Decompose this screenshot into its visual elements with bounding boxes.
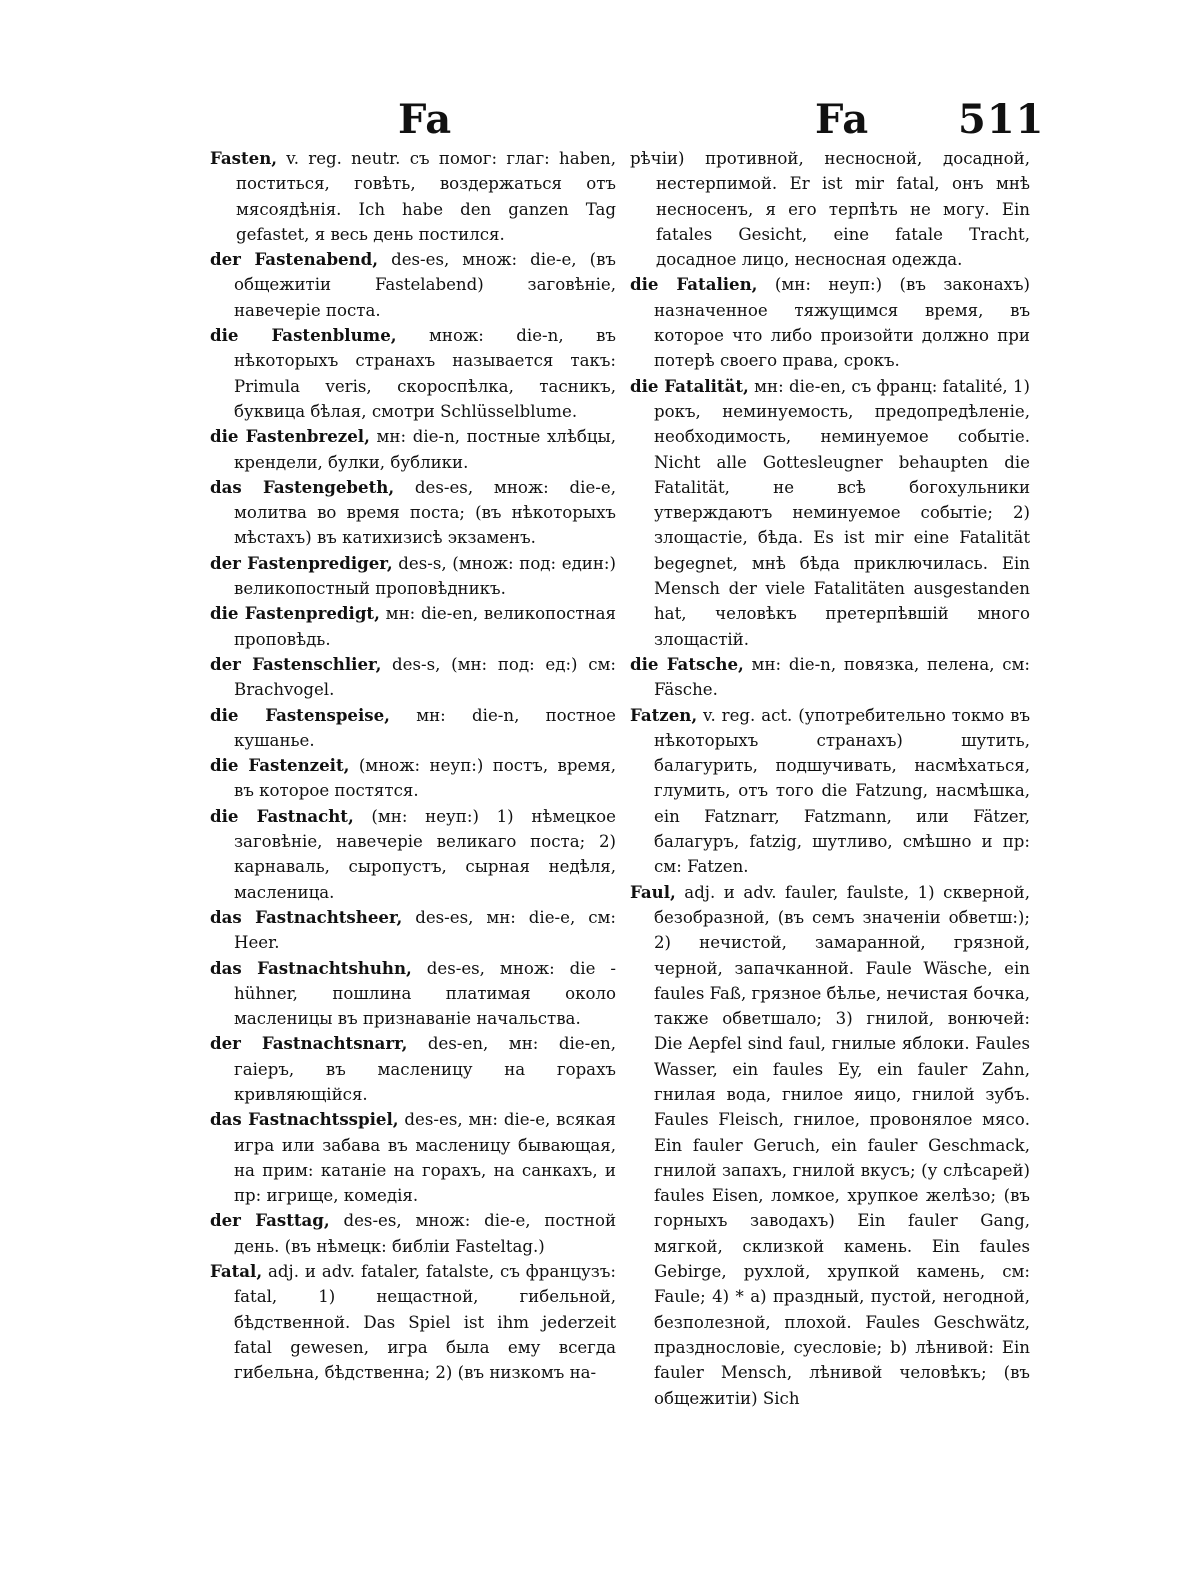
entry-definition: (мн: неуп:) (въ законахъ) назначенное тяжущимся время, въ которое что либо произойти должно при потерѣ своего права, срокъ.	[654, 275, 1030, 371]
dictionary-entry	[210, 956, 616, 1032]
entry-headword: Fastnachtsspiel,	[248, 1109, 399, 1130]
entry-headword: Fastnachtshuhn,	[257, 957, 412, 978]
dictionary-entry	[210, 652, 616, 703]
dictionary-entry	[210, 146, 616, 247]
page-number: 511	[958, 96, 1045, 143]
entry-definition: adj. и adv. fataler, fatalste, съ французъ: fatal, 1) нещастной, гибельной, бѣдственной. Das Spiel ist ihm jederzeit fatal gewesen, игра была ему всегда гибельна, бѣдственна; 2) (въ низкомъ на-	[234, 1262, 616, 1383]
entry-article: der	[210, 249, 255, 270]
entry-headword: Fastenpredigt,	[244, 603, 380, 624]
entry-definition: des-s, (мн: под: ед:) см: Brachvogel.	[234, 654, 616, 700]
dictionary-entry	[210, 424, 616, 475]
dictionary-entry	[210, 1259, 616, 1385]
dictionary-entry	[210, 323, 616, 424]
dictionary-entry	[210, 753, 616, 804]
entry-article: die	[210, 325, 272, 346]
running-head-right: Fa	[815, 96, 870, 143]
entry-article: der	[210, 552, 248, 573]
entry-definition: (множ: неуп:) постъ, время, въ которое постятся.	[234, 756, 616, 801]
entry-headword: Fastenabend,	[254, 249, 379, 270]
entry-definition: des-es, мн: die-e, всякая игра или забава въ масленицу бывающая, на прим: катанiе на горахъ, на санкахъ, и пр: игрище, комедiя.	[234, 1110, 616, 1206]
entry-headword: Fatsche,	[666, 653, 744, 674]
dictionary-entry	[210, 1208, 616, 1259]
entry-headword: Fastenzeit,	[248, 755, 350, 776]
dictionary-entry	[210, 475, 616, 551]
entry-article: das	[210, 957, 258, 978]
dictionary-entry	[210, 247, 616, 323]
dictionary-entry	[210, 601, 616, 652]
entry-headword: Fatal,	[210, 1261, 263, 1282]
entry-article: die	[630, 375, 665, 396]
entry-definition: мн: die-en, съ франц: fatalité, 1) рокъ, неминуемость, предопредѣленiе, необходимость, неминуемое событiе. Nicht alle Gottesleugner behaupten die Fatalität, не всѣ богохульники утверждаютъ неминуемое событiе; 2) злощастiе, бѣда. Es ist mir eine Fatalität begegnet, мнѣ бѣда приключилась. Ein Mensch der viele Fatalitäten ausgestanden hat, человѣкъ претерпѣвшiй много злощастiй.	[654, 376, 1030, 649]
entry-headword: Fastnachtsheer,	[255, 906, 403, 927]
entry-definition: des-es, мн: die-e, см: Heer.	[234, 907, 616, 953]
entry-definition: des-es, множ: die-e, молитва во время поста; (въ нѣкоторыхъ мѣстахъ) въ катихизисѣ экзаменъ.	[234, 477, 616, 548]
entry-headword: Fastenbrezel,	[245, 426, 370, 447]
entry-article: der	[210, 1033, 262, 1054]
entry-definition: мн: die-n, постное кушанье.	[234, 705, 616, 750]
entry-headword: Fatalität,	[664, 375, 749, 396]
running-head-left: Fa	[398, 96, 453, 143]
dictionary-entry	[210, 1031, 616, 1107]
entry-article: die	[210, 805, 257, 826]
entry-definition: мн: die-en, великопостная проповѣдь.	[234, 604, 616, 649]
dictionary-entry	[630, 880, 1030, 1411]
entry-definition: (мн: неуп:) 1) нѣмецкое заговѣнiе, навечерiе великаго поста; 2) карнаваль, сыропустъ, сырная недѣля, масленица.	[234, 806, 616, 902]
left-column	[210, 146, 616, 1386]
entry-headword: Fastnacht,	[256, 805, 354, 826]
entry-definition: v. reg. neutr. съ помог: глаг: haben, поститься, говѣть, воздержаться отъ мясоядѣнiя. Ich habe den ganzen Tag gefastet, я весь день постился.	[236, 149, 616, 244]
entry-headword: Fastnachtsnarr,	[261, 1033, 408, 1054]
entry-definition: des-es, множ: die-e, (въ общежитiи Fastelabend) заговѣнiе, навечерiе поста.	[234, 250, 616, 320]
entry-definition: рѣчiи) противной, несносной, досадной, нестерпимой. Er ist mir fatal, онъ мнѣ несносенъ, я его терпѣть не могу. Ein fatales Gesicht, eine fatale Tracht, досадное лицо, несносная одежда.	[630, 149, 1030, 270]
dictionary-entry	[630, 652, 1030, 703]
entry-headword: Fasten,	[210, 148, 278, 168]
entry-headword: Fatalien,	[676, 274, 758, 295]
entry-article: die	[210, 603, 245, 624]
dictionary-entry	[630, 272, 1030, 373]
entry-article: der	[210, 1210, 256, 1231]
entry-definition: des-es, множ: die-e, постной день. (въ нѣмецк: библiи Fasteltag.)	[234, 1211, 617, 1256]
dictionary-entry	[210, 551, 616, 602]
entry-headword: Faul,	[630, 881, 676, 902]
dictionary-entry	[210, 905, 616, 956]
entry-definition: v. reg. act. (употребительно токмо въ нѣкоторыхъ странахъ) шутить, балагурить, подшучивать, насмѣхаться, глумить, отъ того die Fatzung, насмѣшка, ein Fatznarr, Fatzmann, или Fätzer, балагуръ, fatzig, шутливо, смѣшно и пр: см: Fatzen.	[654, 705, 1030, 877]
entry-article: das	[210, 476, 264, 497]
dictionary-entry	[210, 804, 616, 905]
entry-definition: мн: die-n, постные хлѣбцы, крендели, булки, бублики.	[234, 427, 616, 472]
dictionary-entry	[630, 146, 1030, 272]
right-column	[630, 146, 1030, 1411]
entry-article: die	[630, 274, 677, 295]
entry-article: die	[210, 704, 266, 725]
entry-definition: мн: die-n, повязка, пелена, см: Fäsche.	[654, 654, 1030, 700]
entry-article: das	[210, 906, 256, 927]
entry-definition: des-es, множ: die -hühner, пошлина платимая около масленицы въ признаванiе начальства.	[234, 958, 616, 1029]
entry-headword: Fastenspeise,	[265, 704, 390, 725]
entry-headword: Fasttag,	[255, 1210, 330, 1231]
entry-headword: Fastenblume,	[271, 325, 397, 346]
entry-headword: Fastengebeth,	[263, 476, 395, 497]
entry-definition: adj. и adv. fauler, faulste, 1) скверной, безобразной, (въ семъ значенiи обветш:); 2) нечистой, замаранной, грязной, черной, запачканной. Faule Wäsche, ein faules Faß, грязное бѣлье, нечистая бочка, также обветшало; 3) гнилой, вонючей: Die Aepfel sind faul, гнилые яблоки. Faules Wasser, ein faules Ey, ein fauler Zahn, гнилая вода, гнилое яицо, гнилой зубъ. Faules Fleisch, гнилое, провонялое мясо. Ein fauler Geruch, ein fauler Geschmack, гнилой запахъ, гнилой вкусъ; (у слѣсарей) faules Eisen, ломкое, хрупкое желѣзо; (въ горныхъ заводахъ) Ein fauler Gang, мягкой, склизкой камень. Ein faules Gebirge, рухлой, хрупкой камень, см: Faule; 4) * a) праздный, пустой, негодной, безполезной, плохой. Faules Geschwätz, празднословiе, суесловiе; b) лѣнивой: Ein fauler Mensch, лѣнивой человѣкъ; (въ общежитiи) Sich	[654, 882, 1030, 1408]
entry-definition: множ: die-n, въ нѣкоторыхъ странахъ называется такъ: Primula veris, скороспѣлка, тасникъ, буквица бѣлая, смотри Schlüsselblume.	[234, 326, 616, 421]
entry-article: das	[210, 1109, 249, 1130]
entry-headword: Fastenschlier,	[252, 653, 382, 674]
dictionary-entry	[630, 703, 1030, 880]
entry-article: die	[210, 426, 246, 447]
entry-article: der	[210, 653, 253, 674]
dictionary-entry	[210, 703, 616, 754]
dictionary-entry	[630, 374, 1030, 652]
entry-article: die	[630, 653, 667, 674]
entry-headword: Fatzen,	[630, 704, 698, 725]
entry-definition: des-en, мн: die-en, гаiеръ, въ масленицу на горахъ кривляющiйся.	[234, 1034, 616, 1104]
entry-headword: Fastenprediger,	[247, 552, 393, 573]
entry-definition: des-s, (множ: под: един:) великопостный проповѣдникъ.	[234, 553, 616, 599]
entry-article: die	[210, 755, 249, 776]
dictionary-entry	[210, 1107, 616, 1208]
